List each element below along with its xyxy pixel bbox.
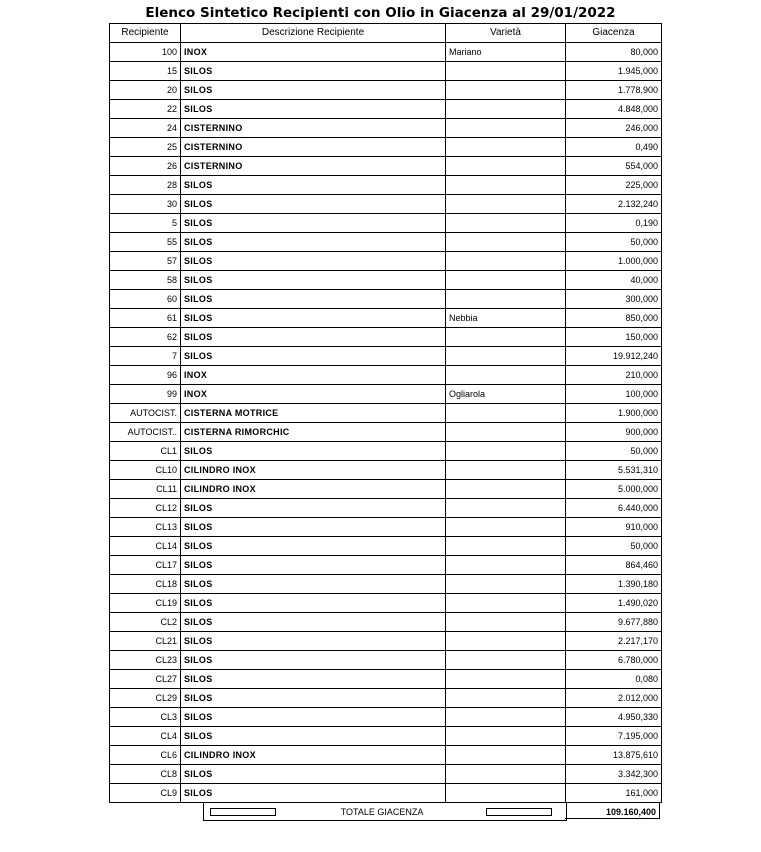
- cell-descrizione: SILOS: [181, 81, 446, 100]
- cell-varieta: [446, 537, 566, 556]
- stock-table: [109, 23, 662, 803]
- cell-recipiente: 100: [110, 43, 181, 62]
- cell-descrizione: SILOS: [181, 537, 446, 556]
- cell-descrizione: SILOS: [181, 195, 446, 214]
- cell-recipiente: 26: [110, 157, 181, 176]
- table-row: [110, 746, 662, 765]
- cell-varieta: [446, 727, 566, 746]
- cell-recipiente: CL18: [110, 575, 181, 594]
- cell-varieta: [446, 556, 566, 575]
- cell-recipiente: 7: [110, 347, 181, 366]
- cell-giacenza: 50,000: [566, 537, 662, 556]
- table-row: [110, 670, 662, 689]
- table-row: [110, 176, 662, 195]
- cell-varieta: Nebbia: [446, 309, 566, 328]
- header-varieta: Varietà: [446, 24, 566, 43]
- cell-descrizione: SILOS: [181, 613, 446, 632]
- cell-giacenza: 100,000: [566, 385, 662, 404]
- cell-descrizione: INOX: [181, 366, 446, 385]
- cell-recipiente: AUTOCIST..: [110, 423, 181, 442]
- cell-giacenza: 864,460: [566, 556, 662, 575]
- cell-giacenza: 0,080: [566, 670, 662, 689]
- cell-varieta: [446, 632, 566, 651]
- cell-varieta: [446, 233, 566, 252]
- cell-descrizione: CISTERNINO: [181, 119, 446, 138]
- cell-giacenza: 1.900,000: [566, 404, 662, 423]
- cell-recipiente: 30: [110, 195, 181, 214]
- table-row: [110, 43, 662, 62]
- cell-giacenza: 910,000: [566, 518, 662, 537]
- cell-recipiente: CL13: [110, 518, 181, 537]
- cell-varieta: [446, 366, 566, 385]
- table-row: [110, 62, 662, 81]
- table-row: [110, 689, 662, 708]
- cell-varieta: [446, 784, 566, 803]
- cell-recipiente: 55: [110, 233, 181, 252]
- cell-recipiente: CL2: [110, 613, 181, 632]
- total-decoration-bar-left: [210, 808, 276, 816]
- cell-descrizione: SILOS: [181, 100, 446, 119]
- cell-descrizione: SILOS: [181, 556, 446, 575]
- cell-giacenza: 554,000: [566, 157, 662, 176]
- cell-giacenza: 300,000: [566, 290, 662, 309]
- cell-descrizione: SILOS: [181, 689, 446, 708]
- cell-descrizione: SILOS: [181, 727, 446, 746]
- cell-varieta: [446, 271, 566, 290]
- cell-varieta: [446, 119, 566, 138]
- cell-descrizione: SILOS: [181, 499, 446, 518]
- table-row: [110, 195, 662, 214]
- cell-varieta: [446, 575, 566, 594]
- table-row: [110, 784, 662, 803]
- cell-descrizione: SILOS: [181, 290, 446, 309]
- cell-recipiente: CL19: [110, 594, 181, 613]
- cell-varieta: [446, 290, 566, 309]
- table-row: [110, 708, 662, 727]
- table-header-row: [110, 24, 662, 43]
- table-row: [110, 81, 662, 100]
- table-row: [110, 556, 662, 575]
- cell-recipiente: CL8: [110, 765, 181, 784]
- table-row: [110, 765, 662, 784]
- cell-giacenza: 1.945,000: [566, 62, 662, 81]
- cell-recipiente: 58: [110, 271, 181, 290]
- cell-recipiente: CL10: [110, 461, 181, 480]
- table-row: [110, 347, 662, 366]
- cell-giacenza: 210,000: [566, 366, 662, 385]
- total-row: [203, 802, 661, 820]
- cell-descrizione: SILOS: [181, 575, 446, 594]
- total-value: 109.160,400: [565, 802, 660, 819]
- cell-giacenza: 1.000,000: [566, 252, 662, 271]
- cell-recipiente: 24: [110, 119, 181, 138]
- cell-varieta: [446, 594, 566, 613]
- cell-varieta: [446, 62, 566, 81]
- cell-descrizione: INOX: [181, 385, 446, 404]
- cell-recipiente: CL23: [110, 651, 181, 670]
- cell-varieta: [446, 689, 566, 708]
- cell-giacenza: 2.132,240: [566, 195, 662, 214]
- table-row: [110, 366, 662, 385]
- cell-giacenza: 6.780,000: [566, 651, 662, 670]
- total-label: TOTALE GIACENZA: [340, 807, 424, 817]
- cell-varieta: [446, 347, 566, 366]
- cell-varieta: [446, 461, 566, 480]
- table-row: [110, 404, 662, 423]
- cell-recipiente: CL29: [110, 689, 181, 708]
- cell-recipiente: 28: [110, 176, 181, 195]
- cell-varieta: [446, 480, 566, 499]
- cell-recipiente: 61: [110, 309, 181, 328]
- cell-varieta: [446, 613, 566, 632]
- cell-descrizione: SILOS: [181, 765, 446, 784]
- cell-giacenza: 6.440,000: [566, 499, 662, 518]
- table-row: [110, 252, 662, 271]
- table-row: [110, 385, 662, 404]
- cell-giacenza: 50,000: [566, 233, 662, 252]
- cell-giacenza: 4.950,330: [566, 708, 662, 727]
- table-row: [110, 632, 662, 651]
- table-row: [110, 442, 662, 461]
- cell-descrizione: CISTERNA MOTRICE: [181, 404, 446, 423]
- cell-giacenza: 5.000,000: [566, 480, 662, 499]
- cell-varieta: Ogliarola: [446, 385, 566, 404]
- cell-recipiente: 62: [110, 328, 181, 347]
- cell-giacenza: 9.677,880: [566, 613, 662, 632]
- table-row: [110, 233, 662, 252]
- cell-descrizione: SILOS: [181, 708, 446, 727]
- cell-recipiente: CL9: [110, 784, 181, 803]
- cell-varieta: [446, 670, 566, 689]
- cell-giacenza: 0,190: [566, 214, 662, 233]
- cell-varieta: [446, 100, 566, 119]
- cell-varieta: [446, 651, 566, 670]
- cell-giacenza: 246,000: [566, 119, 662, 138]
- cell-descrizione: SILOS: [181, 309, 446, 328]
- cell-descrizione: SILOS: [181, 632, 446, 651]
- table-row: [110, 594, 662, 613]
- cell-giacenza: 7.195,000: [566, 727, 662, 746]
- table-row: [110, 138, 662, 157]
- cell-varieta: [446, 746, 566, 765]
- table-row: [110, 518, 662, 537]
- cell-giacenza: 19.912,240: [566, 347, 662, 366]
- cell-recipiente: AUTOCIST.: [110, 404, 181, 423]
- table-row: [110, 271, 662, 290]
- cell-varieta: [446, 765, 566, 784]
- cell-giacenza: 50,000: [566, 442, 662, 461]
- cell-varieta: [446, 214, 566, 233]
- cell-descrizione: SILOS: [181, 442, 446, 461]
- cell-descrizione: CILINDRO INOX: [181, 461, 446, 480]
- cell-varieta: [446, 423, 566, 442]
- cell-varieta: [446, 252, 566, 271]
- cell-descrizione: SILOS: [181, 328, 446, 347]
- cell-giacenza: 1.390,180: [566, 575, 662, 594]
- total-decoration-bar-right: [486, 808, 552, 816]
- cell-recipiente: 22: [110, 100, 181, 119]
- cell-recipiente: CL6: [110, 746, 181, 765]
- cell-varieta: [446, 157, 566, 176]
- cell-giacenza: 900,000: [566, 423, 662, 442]
- cell-descrizione: CILINDRO INOX: [181, 480, 446, 499]
- total-label-box: [203, 802, 567, 821]
- table-row: [110, 328, 662, 347]
- cell-descrizione: SILOS: [181, 347, 446, 366]
- cell-varieta: [446, 176, 566, 195]
- cell-giacenza: 3.342,300: [566, 765, 662, 784]
- cell-giacenza: 850,000: [566, 309, 662, 328]
- table-row: [110, 727, 662, 746]
- cell-giacenza: 225,000: [566, 176, 662, 195]
- cell-recipiente: CL12: [110, 499, 181, 518]
- cell-descrizione: SILOS: [181, 176, 446, 195]
- cell-giacenza: 40,000: [566, 271, 662, 290]
- cell-recipiente: 15: [110, 62, 181, 81]
- cell-varieta: [446, 138, 566, 157]
- cell-giacenza: 0,490: [566, 138, 662, 157]
- cell-recipiente: CL17: [110, 556, 181, 575]
- header-giacenza: Giacenza: [566, 24, 662, 43]
- table-row: [110, 157, 662, 176]
- table-row: [110, 499, 662, 518]
- cell-giacenza: 1.778,900: [566, 81, 662, 100]
- cell-recipiente: CL27: [110, 670, 181, 689]
- cell-giacenza: 2.217,170: [566, 632, 662, 651]
- cell-varieta: [446, 442, 566, 461]
- cell-giacenza: 80,000: [566, 43, 662, 62]
- cell-recipiente: 99: [110, 385, 181, 404]
- cell-descrizione: CISTERNINO: [181, 157, 446, 176]
- table-row: [110, 651, 662, 670]
- cell-descrizione: INOX: [181, 43, 446, 62]
- cell-descrizione: CISTERNINO: [181, 138, 446, 157]
- cell-descrizione: SILOS: [181, 214, 446, 233]
- header-descrizione: Descrizione Recipiente: [181, 24, 446, 43]
- cell-descrizione: SILOS: [181, 594, 446, 613]
- cell-varieta: [446, 328, 566, 347]
- table-row: [110, 575, 662, 594]
- table-row: [110, 537, 662, 556]
- cell-recipiente: CL14: [110, 537, 181, 556]
- cell-recipiente: 5: [110, 214, 181, 233]
- table-row: [110, 119, 662, 138]
- table-row: [110, 100, 662, 119]
- cell-giacenza: 161,000: [566, 784, 662, 803]
- cell-descrizione: CISTERNA RIMORCHIC: [181, 423, 446, 442]
- table-row: [110, 214, 662, 233]
- cell-recipiente: CL11: [110, 480, 181, 499]
- cell-varieta: [446, 708, 566, 727]
- cell-giacenza: 2.012,000: [566, 689, 662, 708]
- table-row: [110, 613, 662, 632]
- cell-giacenza: 13.875,610: [566, 746, 662, 765]
- cell-varieta: [446, 404, 566, 423]
- cell-varieta: [446, 81, 566, 100]
- cell-descrizione: SILOS: [181, 670, 446, 689]
- cell-recipiente: 20: [110, 81, 181, 100]
- cell-recipiente: CL1: [110, 442, 181, 461]
- cell-descrizione: SILOS: [181, 518, 446, 537]
- cell-recipiente: CL21: [110, 632, 181, 651]
- cell-giacenza: 5.531,310: [566, 461, 662, 480]
- cell-descrizione: SILOS: [181, 784, 446, 803]
- cell-giacenza: 1.490,020: [566, 594, 662, 613]
- cell-recipiente: 57: [110, 252, 181, 271]
- cell-varieta: [446, 499, 566, 518]
- table-row: [110, 423, 662, 442]
- cell-giacenza: 150,000: [566, 328, 662, 347]
- table-row: [110, 309, 662, 328]
- table-row: [110, 290, 662, 309]
- cell-recipiente: 60: [110, 290, 181, 309]
- cell-recipiente: 96: [110, 366, 181, 385]
- cell-varieta: [446, 195, 566, 214]
- cell-descrizione: CILINDRO INOX: [181, 746, 446, 765]
- cell-descrizione: SILOS: [181, 233, 446, 252]
- cell-descrizione: SILOS: [181, 651, 446, 670]
- cell-descrizione: SILOS: [181, 271, 446, 290]
- cell-varieta: [446, 518, 566, 537]
- cell-varieta: Mariano: [446, 43, 566, 62]
- header-recipiente: Recipiente: [110, 24, 181, 43]
- cell-descrizione: SILOS: [181, 252, 446, 271]
- cell-recipiente: CL3: [110, 708, 181, 727]
- cell-recipiente: 25: [110, 138, 181, 157]
- table-row: [110, 480, 662, 499]
- cell-recipiente: CL4: [110, 727, 181, 746]
- report-title: Elenco Sintetico Recipienti con Olio in Giacenza al 29/01/2022: [145, 5, 616, 21]
- table-body: [110, 43, 662, 803]
- table-row: [110, 461, 662, 480]
- cell-descrizione: SILOS: [181, 62, 446, 81]
- cell-giacenza: 4.848,000: [566, 100, 662, 119]
